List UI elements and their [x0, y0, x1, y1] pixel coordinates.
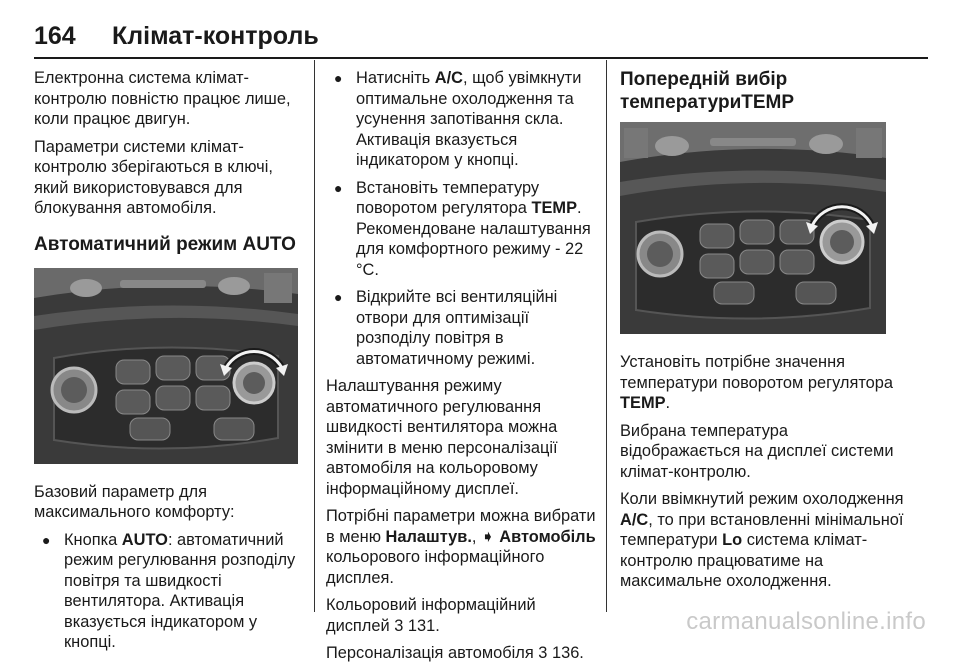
menu-vehicle-link: Автомобіль	[499, 527, 596, 546]
section-title: Клімат-контроль	[112, 22, 319, 50]
paragraph-temp-display: Вибрана температура відображається на дисплеї системи клімат-контролю.	[620, 421, 894, 481]
bullet-list-settings	[326, 68, 598, 369]
column-2	[326, 68, 598, 671]
paragraph-menu-path: Потрібні параметри можна вибрати в меню Налаштув., ➧ Автомобіль кольорового інформаційного дисплея.	[326, 507, 596, 587]
page-number: 164	[34, 22, 76, 50]
bullet-vents: ● Відкрийте всі вентиляційні отвори для оптимізації розподілу повітря в автоматичному режимі.	[334, 288, 558, 368]
climate-panel-photo-1	[34, 268, 298, 464]
bullet-list-auto	[34, 530, 302, 653]
paragraph-ref-personalization: Персоналізація автомобіля 3 136.	[326, 644, 584, 662]
column-3	[620, 68, 910, 599]
header-rule	[34, 57, 928, 59]
watermark: carmanualsonline.info	[686, 608, 926, 635]
paragraph-ref-display: Кольоровий інформаційний дисплей 3 131.	[326, 596, 536, 635]
reference-icon: 3	[538, 644, 548, 662]
column-divider-2	[606, 60, 607, 612]
page-header	[0, 0, 960, 58]
paragraph-set-temp: Установіть потрібне значення температури поворотом регулятора TEMP.	[620, 353, 894, 412]
bullet-auto-button: ● Кнопка AUTO: автоматичний режим регулювання розподілу повітря та швидкості вентилятора. Активація вказується індикатором у кнопці.	[42, 530, 296, 651]
bullet-temp: ● Встановіть температуру поворотом регулятора TEMP. Рекомендоване налаштування для комфортного режиму - 22 °C.	[334, 178, 591, 279]
climate-panel-photo-2	[620, 122, 886, 334]
column-divider-1	[314, 60, 315, 612]
heading-temp-preselect: Попередній вибір температуриTEMP	[620, 69, 795, 113]
paragraph-intro: Електронна система клімат-контролю повністю працює лише, коли працює двигун.	[34, 69, 291, 128]
paragraph-base-setting: Базовий параметр для максимального комфорту:	[34, 482, 235, 521]
paragraph-cooling-mode: Коли ввімкнутий режим охолодження A/C, то при встановленні мінімальної температури Lo система клімат-контролю працюватиме на максимальне охолодження.	[620, 490, 904, 590]
paragraph-key-memory: Параметри системи клімат-контролю зберігаються в ключі, який використовувався для блокування автомобіля.	[34, 137, 273, 217]
paragraph-fan-settings: Налаштування режиму автоматичного регулювання швидкості вентилятора можна змінити в меню персоналізації автомобіля на кольоровому інформаційному дисплеї.	[326, 377, 558, 498]
menu-settings-link: Налаштув.	[385, 527, 472, 546]
heading-auto-mode: Автоматичний режим AUTO	[34, 233, 296, 255]
reference-icon: 3	[394, 616, 404, 635]
column-1	[34, 68, 302, 660]
bullet-ac: ● Натисніть A/C, щоб увімкнути оптимальне охолодження та усунення запотівання скла. Активація вказується індикатором у кнопці.	[334, 69, 582, 169]
